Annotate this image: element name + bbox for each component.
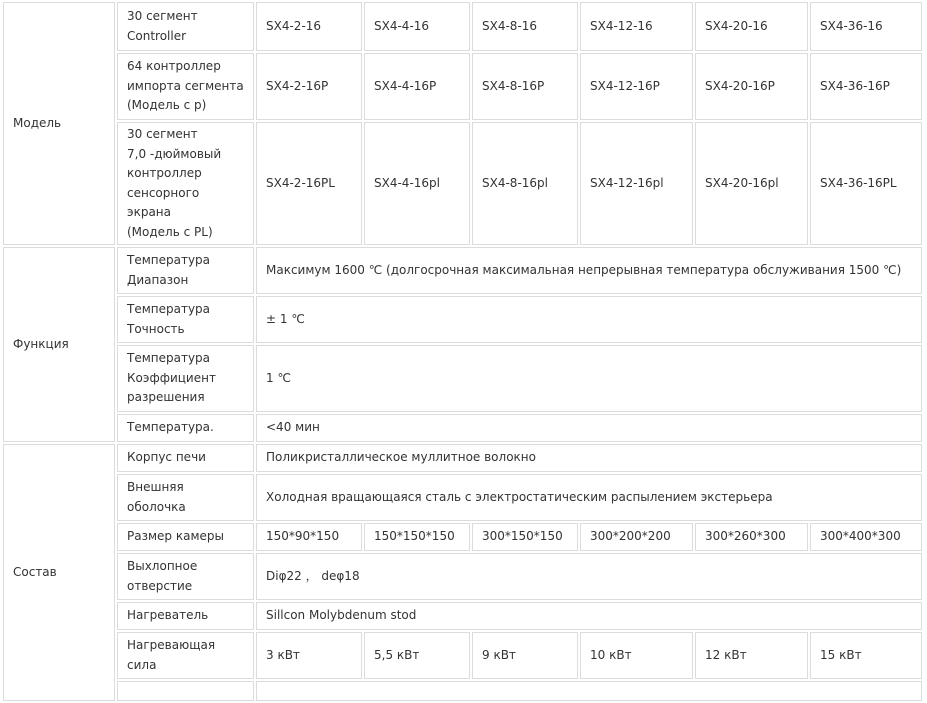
outer-shell-value: Холодная вращающаяся сталь с электростатическим распылением экстерьера: [256, 474, 922, 521]
heating-power-cell: 12 кВт: [695, 632, 808, 679]
heating-power-cell: 5,5 кВт: [364, 632, 470, 679]
row-label: 64 контроллер импорта сегмента (Модель с р): [117, 53, 254, 120]
row-label: Нагреватель: [117, 602, 254, 630]
chamber-size-cell: 300*400*300: [810, 523, 922, 551]
model-code-cell: SX4-20-16P: [695, 53, 808, 120]
heating-power-cell: 9 кВт: [472, 632, 578, 679]
row-label: Корпус печи: [117, 444, 254, 472]
row-label: 30 сегмент Controller: [117, 2, 254, 51]
table-row: [3, 345, 922, 412]
table-row: [3, 553, 922, 600]
chamber-size-cell: 150*90*150: [256, 523, 362, 551]
heating-power-cell: 15 кВт: [810, 632, 922, 679]
model-code-cell: SX4-4-16pl: [364, 122, 470, 245]
row-label: Температура Коэффициент разрешения: [117, 345, 254, 412]
model-code-cell: SX4-4-16P: [364, 53, 470, 120]
heating-power-cell: 10 кВт: [580, 632, 693, 679]
chamber-size-cell: 300*200*200: [580, 523, 693, 551]
chamber-size-cell: 300*260*300: [695, 523, 808, 551]
table-row: [3, 296, 922, 343]
table-row: [3, 632, 922, 679]
row-label: Температура.: [117, 414, 254, 442]
chamber-size-cell: 150*150*150: [364, 523, 470, 551]
model-code-cell: SX4-8-16P: [472, 53, 578, 120]
spec-table: [1, 0, 924, 703]
row-label: Размер камеры: [117, 523, 254, 551]
section-model-label: Модель: [3, 2, 115, 245]
table-row: [3, 474, 922, 521]
model-code-cell: SX4-2-16P: [256, 53, 362, 120]
model-code-cell: SX4-36-16: [810, 2, 922, 51]
model-code-cell: SX4-2-16: [256, 2, 362, 51]
table-row: [3, 247, 922, 294]
table-row: [3, 523, 922, 551]
model-code-cell: SX4-20-16: [695, 2, 808, 51]
model-code-cell: SX4-12-16: [580, 2, 693, 51]
model-code-cell: SX4-12-16P: [580, 53, 693, 120]
table-row: [3, 681, 922, 701]
chamber-size-cell: 300*150*150: [472, 523, 578, 551]
heater-value: Sillcon Molybdenum stod: [256, 602, 922, 630]
furnace-body-value: Поликристаллическое муллитное волокно: [256, 444, 922, 472]
temperature-range-value: Максимум 1600 ℃ (долгосрочная максимальная непрерывная температура обслуживания 1500 ℃): [256, 247, 922, 294]
model-code-cell: SX4-36-16PL: [810, 122, 922, 245]
table-row: [3, 2, 922, 51]
table-row: [3, 602, 922, 630]
temperature-accuracy-value: ± 1 ℃: [256, 296, 922, 343]
model-code-cell: SX4-8-16pl: [472, 122, 578, 245]
section-composition-label: Состав: [3, 444, 115, 701]
model-code-cell: SX4-36-16P: [810, 53, 922, 120]
exhaust-hole-value: Diφ22 ， deφ18: [256, 553, 922, 600]
temperature-resolution-value: 1 ℃: [256, 345, 922, 412]
row-label: Внешняя оболочка: [117, 474, 254, 521]
row-label: 30 сегмент 7,0 -дюймовый контроллер сенсорного экрана (Модель с PL): [117, 122, 254, 245]
temperature-time-value: <40 мин: [256, 414, 922, 442]
heating-power-cell: 3 кВт: [256, 632, 362, 679]
row-label: Температура Диапазон: [117, 247, 254, 294]
row-label: Выхлопное отверстие: [117, 553, 254, 600]
section-function-label: Функция: [3, 247, 115, 442]
row-label: Температура Точность: [117, 296, 254, 343]
empty-cell: [117, 681, 254, 701]
empty-cell: [256, 681, 922, 701]
table-row: [3, 53, 922, 120]
table-row: [3, 444, 922, 472]
row-label: Нагревающая сила: [117, 632, 254, 679]
model-code-cell: SX4-12-16pl: [580, 122, 693, 245]
table-row: [3, 122, 922, 245]
model-code-cell: SX4-8-16: [472, 2, 578, 51]
model-code-cell: SX4-4-16: [364, 2, 470, 51]
table-row: [3, 414, 922, 442]
model-code-cell: SX4-20-16pl: [695, 122, 808, 245]
model-code-cell: SX4-2-16PL: [256, 122, 362, 245]
